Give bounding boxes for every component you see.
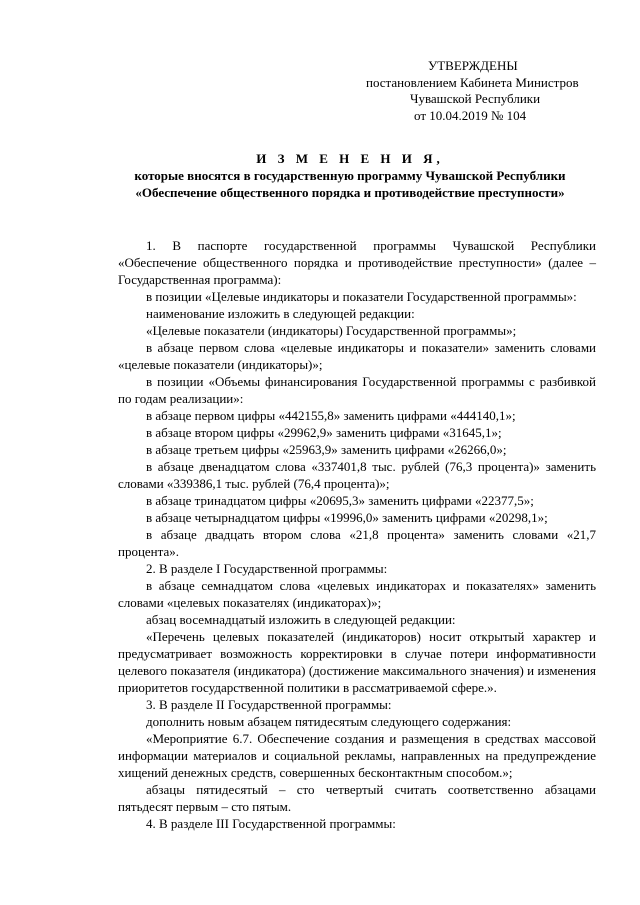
paragraph: 1. В паспорте государственной программы Чувашской Республики «Обеспечение общественного порядка и противодействие преступности» (далее – Государственная программа): bbox=[118, 238, 596, 287]
paragraph: в абзаце двадцать втором слова «21,8 процента» заменить словами «21,7 процента». bbox=[118, 527, 596, 559]
approval-stamp bbox=[366, 58, 606, 124]
paragraph: 2. В разделе I Государственной программы: bbox=[146, 561, 388, 576]
paragraph: в абзаце третьем цифры «25963,9» заменить цифрами «26266,0»; bbox=[146, 442, 507, 457]
approval-date-number: от 10.04.2019 № 104 bbox=[414, 107, 527, 123]
approval-heading: УТВЕРЖДЕНЫ bbox=[428, 58, 518, 73]
paragraph: 3. В разделе II Государственной программы: bbox=[146, 697, 392, 712]
title-subtitle: которые вносятся в государственную программу Чувашской Республики bbox=[134, 168, 566, 183]
paragraph: в абзаце семнадцатом слова «целевых индикаторах и показателях» заменить словами «целевых показателях (индикаторах)»; bbox=[118, 578, 596, 610]
paragraph: в абзаце первом цифры «442155,8» заменить цифрами «444140,1»; bbox=[146, 408, 516, 423]
paragraph: 4. В разделе III Государственной программы: bbox=[146, 816, 396, 831]
paragraph: наименование изложить в следующей редакции: bbox=[146, 306, 415, 321]
paragraph: в абзаце втором цифры «29962,9» заменить цифрами «31645,1»; bbox=[146, 425, 502, 440]
paragraph: в абзаце первом слова «целевые индикаторы и показатели» заменить словами «целевые показатели (индикаторы)»; bbox=[118, 340, 596, 372]
paragraph: в абзаце двенадцатом слова «337401,8 тыс. рублей (76,3 процента)» заменить словами «339386,1 тыс. рублей (76,4 процента)»; bbox=[118, 459, 596, 491]
title-heading: И З М Е Н Е Н И Я, bbox=[256, 151, 444, 166]
title-program-name: «Обеспечение общественного порядка и противодействие преступности» bbox=[135, 185, 565, 200]
paragraph: в абзаце тринадцатом цифры «20695,3» заменить цифрами «22377,5»; bbox=[146, 493, 534, 508]
paragraph: абзацы пятидесятый – сто четвертый считать соответственно абзацами пятьдесят первым – сто пятым. bbox=[118, 782, 596, 814]
paragraph: в позиции «Целевые индикаторы и показатели Государственной программы»: bbox=[146, 289, 577, 304]
approval-republic: Чувашской Республики bbox=[410, 91, 541, 106]
paragraph: «Перечень целевых показателей (индикаторов) носит открытый характер и предусматривает возможность корректировки в случае потери информативности целевого показателя (индикатора) (достижение максимального значения) и изменения приоритетов государственной политики в рассматриваемой сфере.». bbox=[118, 629, 596, 695]
approval-issuer: постановлением Кабинета Министров bbox=[366, 74, 579, 90]
document-title bbox=[0, 150, 640, 201]
paragraph: в абзаце четырнадцатом цифры «19996,0» заменить цифрами «20298,1»; bbox=[146, 510, 548, 525]
paragraph: дополнить новым абзацем пятидесятым следующего содержания: bbox=[146, 714, 512, 729]
document-body bbox=[118, 237, 596, 832]
paragraph: в позиции «Объемы финансирования Государственной программы с разбивкой по годам реализации»: bbox=[118, 374, 596, 406]
paragraph: абзац восемнадцатый изложить в следующей редакции: bbox=[146, 612, 456, 627]
paragraph: «Целевые показатели (индикаторы) Государственной программы»; bbox=[146, 323, 517, 338]
paragraph: «Мероприятие 6.7. Обеспечение создания и размещения в средствах массовой информации материалов и социальной рекламы, направленных на предупреждение хищений денежных средств, совершенных бесконтактным способом.»; bbox=[118, 731, 596, 780]
